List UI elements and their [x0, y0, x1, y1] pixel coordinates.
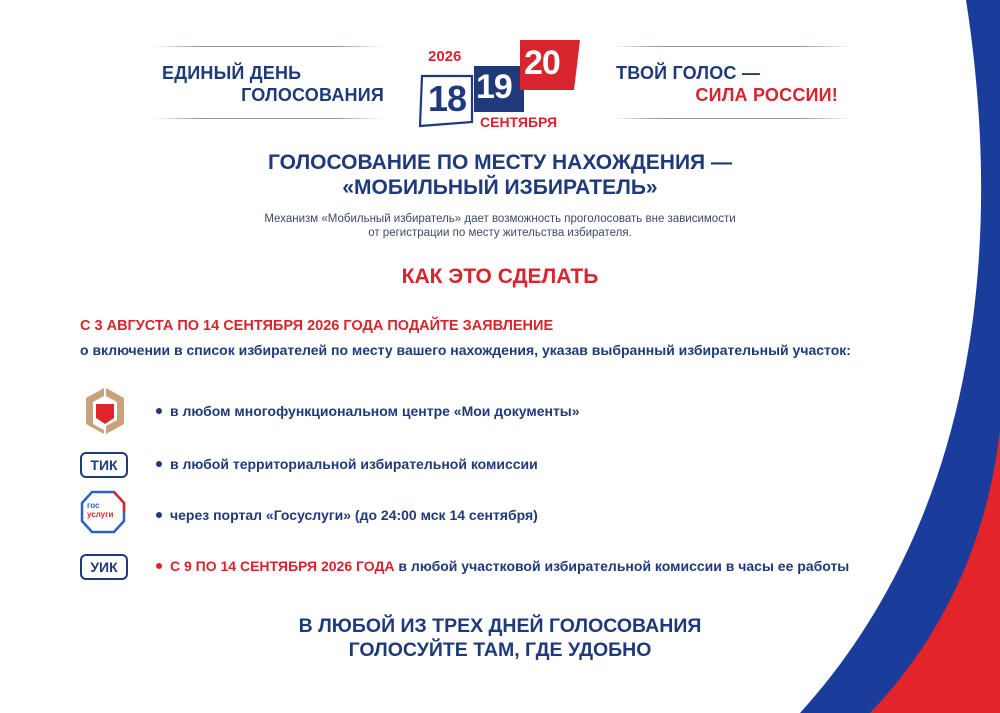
uik-badge: УИК [80, 554, 128, 580]
bullet-dot [156, 461, 162, 467]
mfc-logo-icon [84, 386, 126, 434]
header-right-slogan [612, 62, 850, 106]
header-left-top-rule [152, 46, 384, 47]
list-item-uik-highlight: С 9 ПО 14 СЕНТЯБРЯ 2026 ГОДА [170, 558, 395, 574]
election-dates-logo [418, 40, 584, 132]
footer-line2: ГОЛОСУЙТЕ ТАМ, ГДЕ УДОБНО [348, 639, 652, 661]
header-right-line2: СИЛА РОССИИ! [695, 85, 838, 105]
footer-slogan [150, 614, 850, 662]
page-title-line1: ГОЛОСОВАНИЕ ПО МЕСТУ НАХОЖДЕНИЯ — [268, 151, 732, 174]
logo-day-19: 19 [476, 68, 512, 106]
bullet-dot [156, 408, 162, 414]
page-title [150, 150, 850, 200]
logo-day-18: 18 [428, 78, 467, 119]
header-left-slogan [152, 62, 384, 106]
header-left-bottom-rule [152, 118, 384, 119]
header-left-line1: ЕДИНЫЙ ДЕНЬ [162, 63, 302, 83]
list-item-tik-text: в любой территориальной избирательной комиссии [170, 456, 538, 472]
header-left-line2: ГОЛОСОВАНИЯ [241, 85, 384, 105]
gosuslugi-logo-bottom: услуги [87, 510, 114, 519]
list-item-mfc-text: в любом многофункциональном центре «Мои документы» [170, 403, 580, 419]
list-item-mfc [156, 403, 580, 419]
list-item-tik [156, 456, 538, 472]
header-right-top-rule [612, 46, 850, 47]
bullet-dot [156, 512, 162, 518]
header-right-bottom-rule [612, 118, 850, 119]
bullet-dot [156, 563, 162, 569]
page-subtitle-line2: от регистрации по месту жительства избирателя. [368, 227, 632, 239]
intro-text: о включении в список избирателей по месту вашего нахождения, указав выбранный избирательный участок: [80, 342, 851, 358]
page-subtitle [150, 212, 850, 240]
page-subtitle-line1: Механизм «Мобильный избиратель» дает возможность проголосовать вне зависимости [264, 213, 736, 225]
header-right-line1: ТВОЙ ГОЛОС — [616, 63, 761, 83]
gosuslugi-logo-icon [80, 490, 126, 534]
tik-badge: ТИК [80, 452, 128, 478]
gosuslugi-logo-top: гос [87, 501, 100, 510]
deadline-text: С 3 АВГУСТА ПО 14 СЕНТЯБРЯ 2026 ГОДА ПОДАЙТЕ ЗАЯВЛЕНИЕ [80, 318, 554, 334]
footer-line1: В ЛЮБОЙ ИЗ ТРЕХ ДНЕЙ ГОЛОСОВАНИЯ [298, 615, 702, 637]
logo-month: СЕНТЯБРЯ [480, 114, 558, 130]
list-item-uik-text: в любой участковой избирательной комиссии в часы ее работы [394, 558, 850, 574]
logo-year: 2026 [428, 48, 462, 65]
logo-day-20: 20 [524, 44, 560, 82]
list-item-uik [156, 558, 849, 574]
list-item-gosuslugi [156, 507, 538, 523]
howto-heading: КАК ЭТО СДЕЛАТЬ [401, 265, 599, 288]
page-title-line2: «МОБИЛЬНЫЙ ИЗБИРАТЕЛЬ» [342, 176, 658, 199]
list-item-gosuslugi-text: через портал «Госуслуги» (до 24:00 мск 14 сентября) [170, 507, 538, 523]
